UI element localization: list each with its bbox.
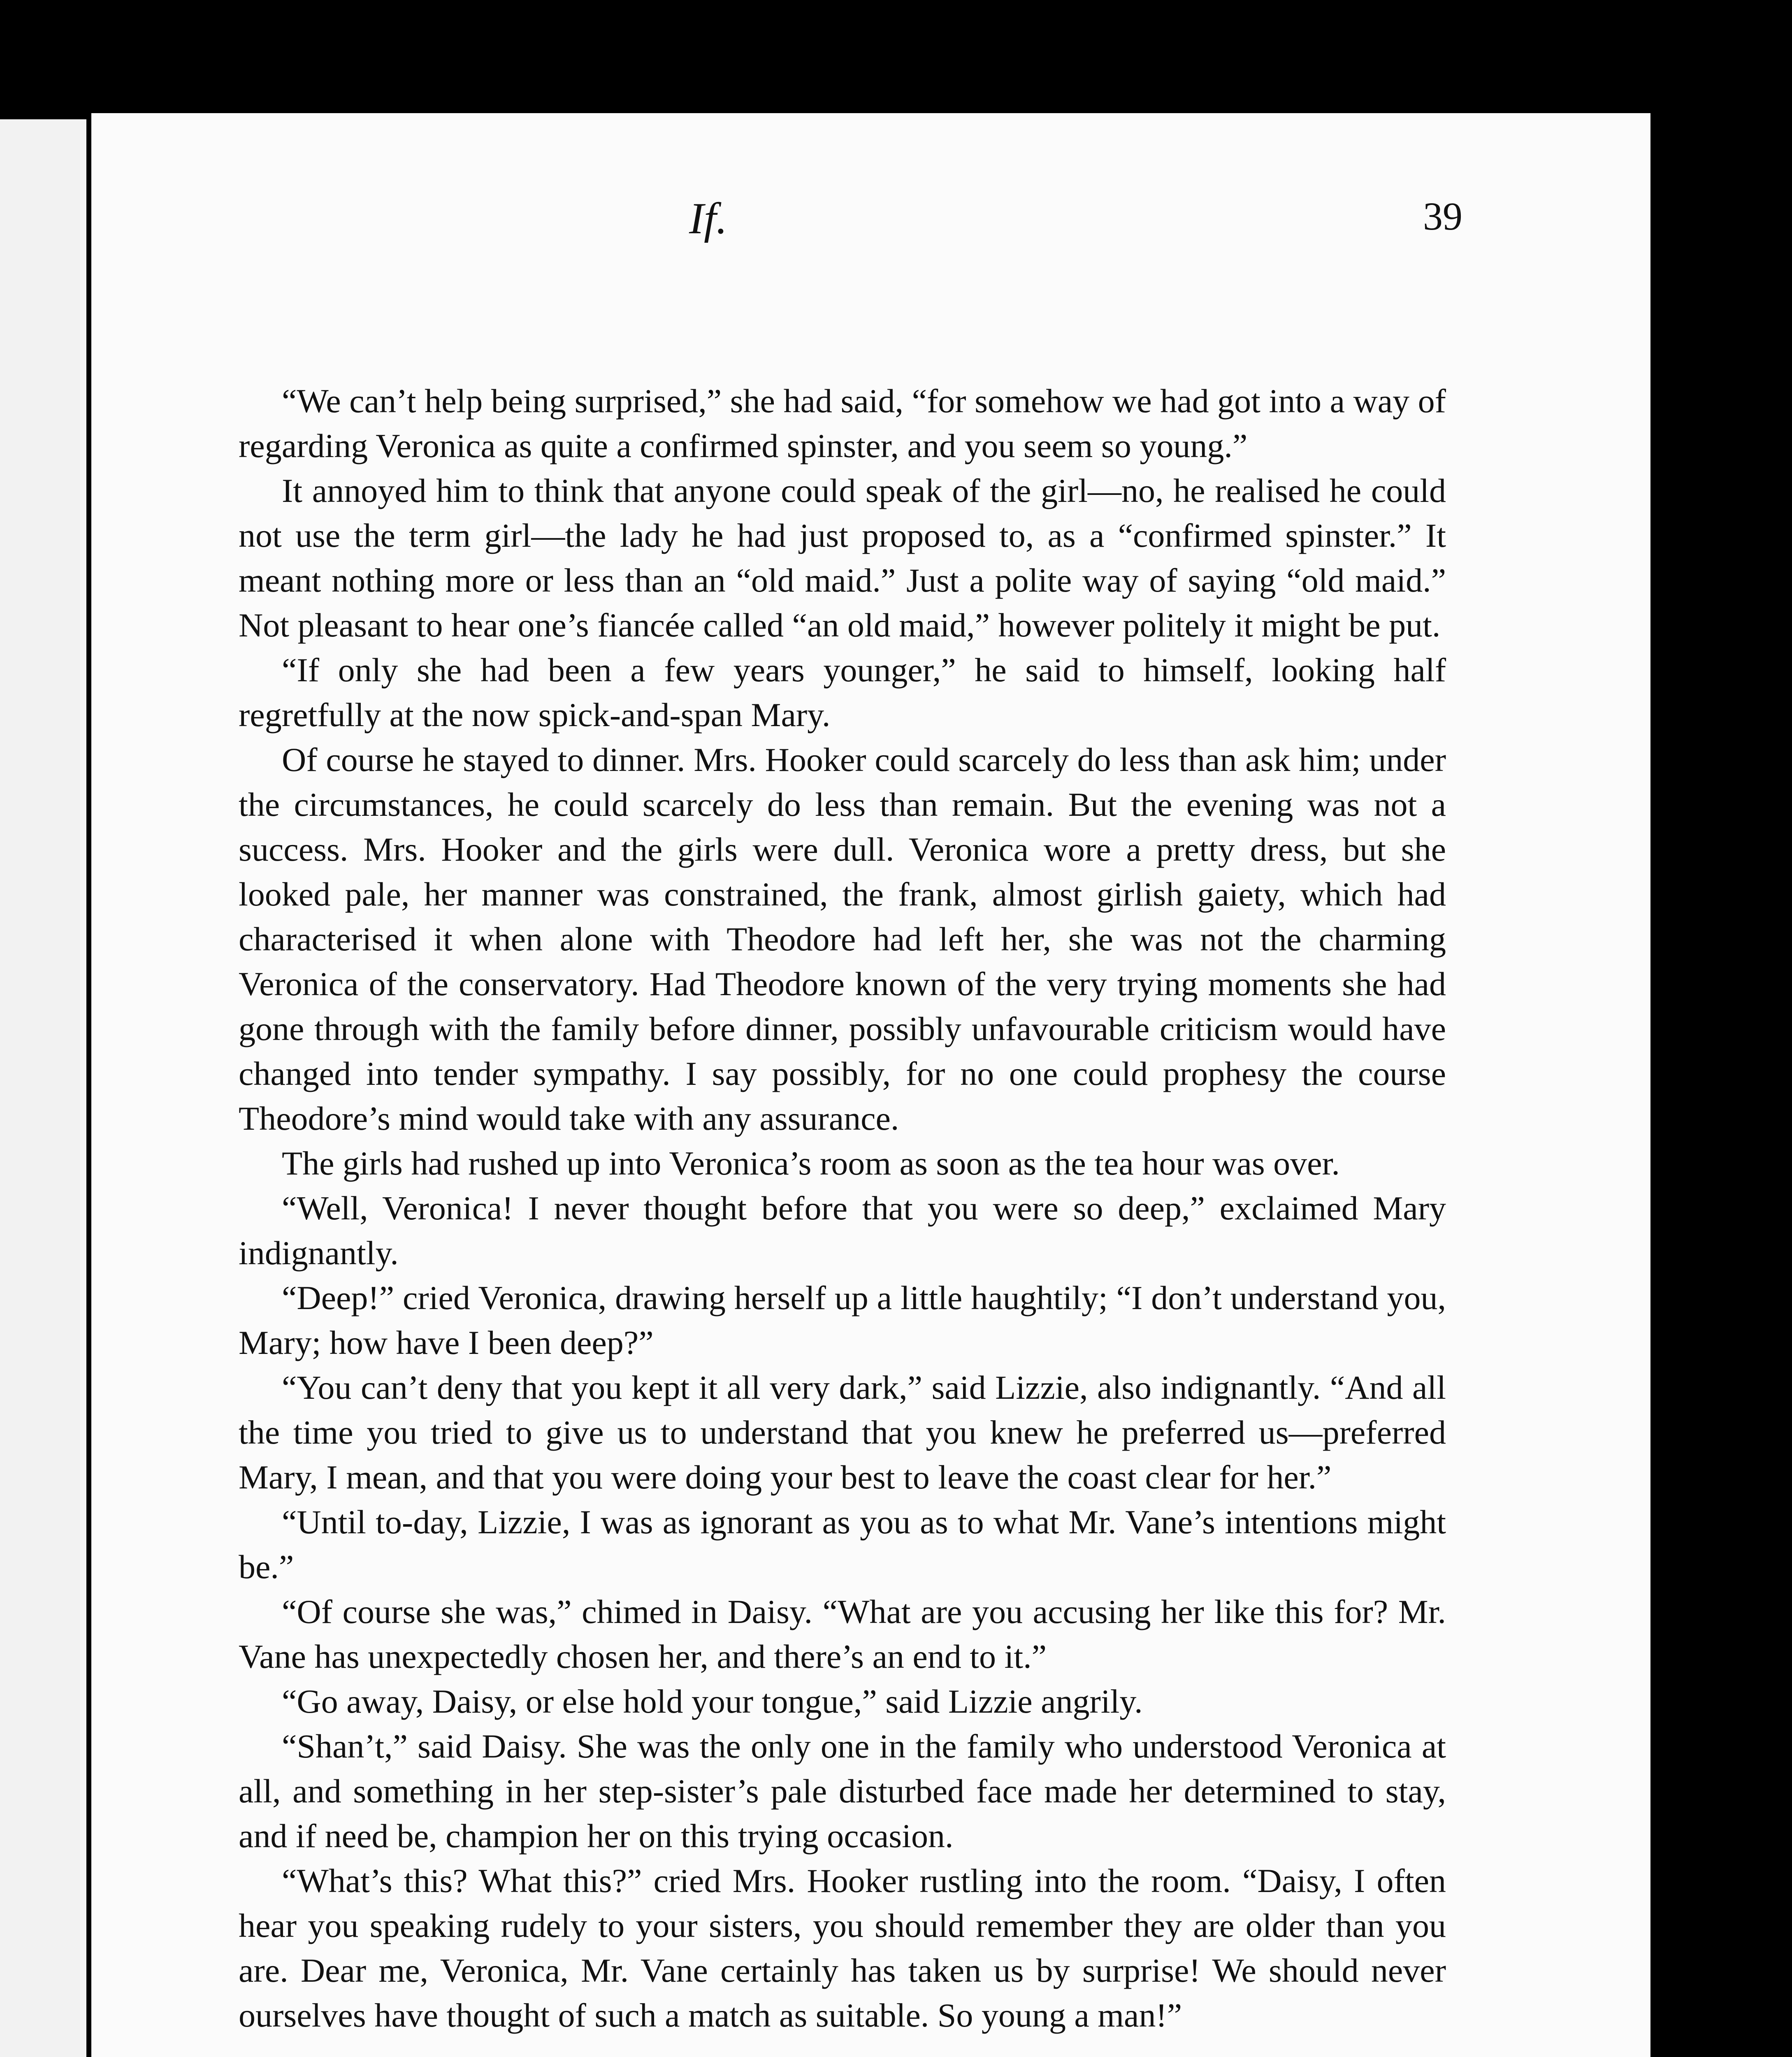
previous-page-edge [0,119,86,2057]
paragraph: “Until to-day, Lizzie, I was as ignorant as you as to what Mr. Vane’s intentions might be.” [239,1503,1446,1586]
running-title: If. [689,194,727,243]
body-text [239,378,1446,2038]
paragraph: It annoyed him to think that anyone could speak of the girl—no, he realised he could not use the term girl—the lady he had just proposed to, as a “confirmed spinster.” It meant nothing more or less than an “old maid.” Just a polite way of saying “old maid.” Not pleasant to hear one’s fiancée called “an old maid,” however politely it might be put. [239,472,1446,644]
paragraph: “You can’t deny that you kept it all very dark,” said Lizzie, also indignantly. “And all the time you tried to give us to understand that you knew he preferred us—preferred Mary, I mean, and that you were doing your best to leave the coast clear for her.” [239,1369,1446,1496]
page-header [689,193,1462,292]
paragraph: “What’s this? What this?” cried Mrs. Hooker rustling into the room. “Daisy, I often hear you speaking rudely to your sisters, you should remember they are older than you are. Dear me, Veronica, Mr. Vane certainly has taken us by surprise! We should never ourselves have thought of such a match as suitable. So young a man!” [239,1862,1446,2034]
paragraph: “We can’t help being surprised,” she had said, “for somehow we had got into a way of regarding Veronica as quite a confirmed spinster, and you seem so young.” [239,382,1446,464]
paragraph: The girls had rushed up into Veronica’s room as soon as the tea hour was over. [282,1145,1340,1182]
paragraph: “Deep!” cried Veronica, drawing herself up a little haughtily; “I don’t understand you, Mary; how have I been deep?” [239,1279,1446,1361]
paragraph: “If only she had been a few years younger,” he said to himself, looking half regretfully at the now spick-and-span Mary. [239,651,1446,734]
page-number: 39 [1423,194,1462,238]
paragraph: “Shan’t,” said Daisy. She was the only one in the family who understood Veronica at all, and something in her step-sister’s pale disturbed face made her determined to stay, and if need be, champion her on this trying occasion. [239,1727,1446,1855]
paragraph: “Of course she was,” chimed in Daisy. “What are you accusing her like this for? Mr. Vane has unexpectedly chosen her, and there’s an end to it.” [239,1593,1446,1675]
paragraph: “Well, Veronica! I never thought before that you were so deep,” exclaimed Mary indignantly. [239,1189,1446,1272]
paragraph: “Go away, Daisy, or else hold your tongue,” said Lizzie angrily. [282,1683,1143,1720]
paragraph: Of course he stayed to dinner. Mrs. Hooker could scarcely do less than ask him; under the circumstances, he could scarcely do less than remain. But the evening was not a success. Mrs. Hooker and the girls were dull. Veronica wore a pretty dress, but she looked pale, her manner was constrained, the frank, almost girlish gaiety, which had characterised it when alone with Theodore had left her, she was not the charming Veronica of the conservatory. Had Theodore known of the very trying moments she had gone through with the family before dinner, possibly unfavourable criticism would have changed into tender sympathy. I say possibly, for no one could prophesy the course Theodore’s mind would take with any assurance. [239,741,1446,1137]
